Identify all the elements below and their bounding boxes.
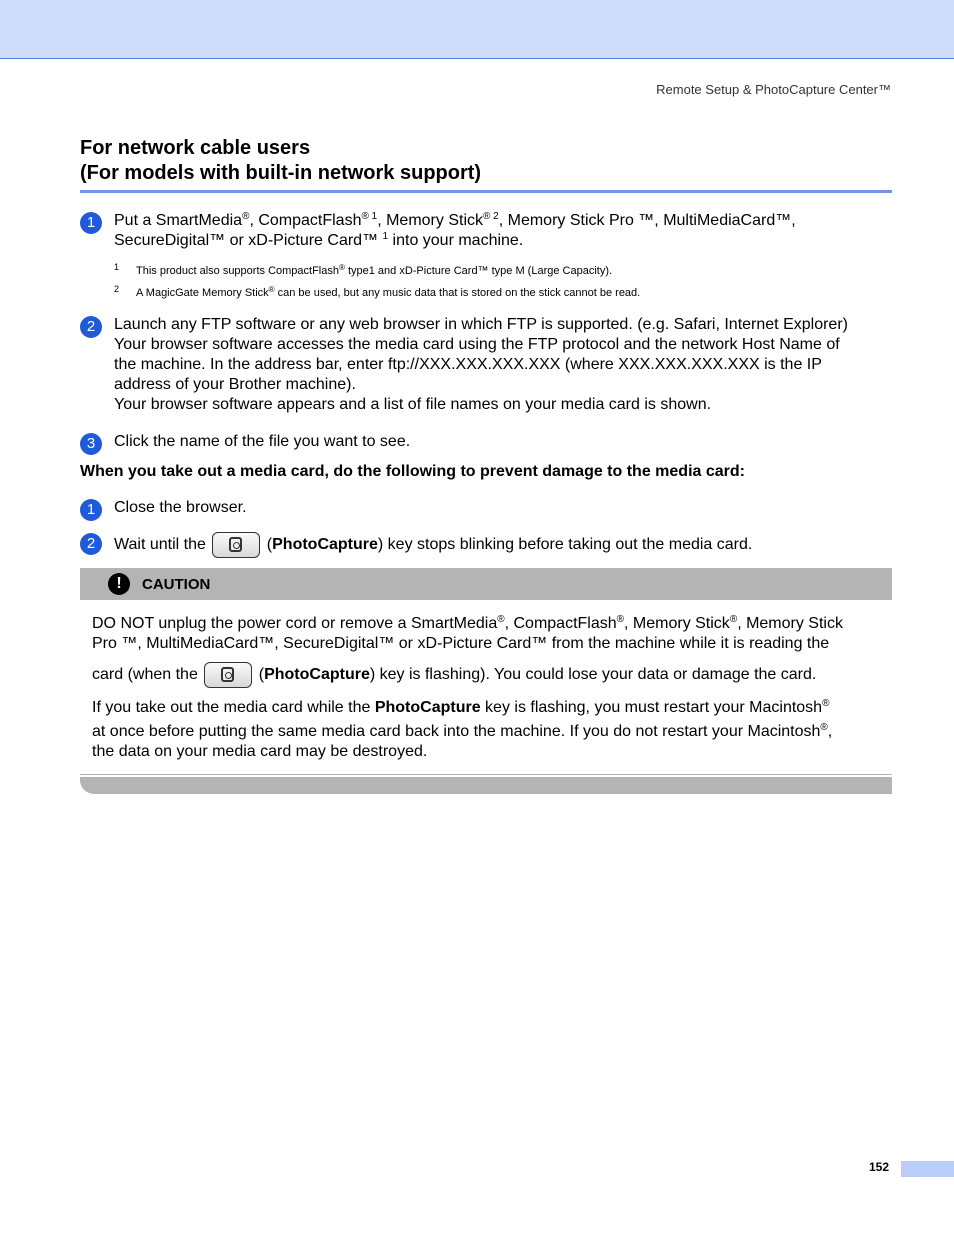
page-tab bbox=[901, 1161, 954, 1177]
caution-paragraph-2: If you take out the media card while the PhotoCapture key is flashing, you must restart your Macintosh® at once before putting the same media card back into the machine. If you do not restart your Macintosh®, the data on your media card may be destroyed. bbox=[92, 698, 833, 760]
step-3 bbox=[80, 432, 895, 452]
step-number-1: 1 bbox=[80, 212, 102, 234]
caution-body bbox=[80, 600, 892, 775]
footnote-2: 2 A MagicGate Memory Stick® can be used, but any music data that is stored on the stick cannot be read. bbox=[114, 284, 641, 299]
step-number-2: 2 bbox=[80, 316, 102, 338]
caution-footer bbox=[80, 777, 892, 794]
section-title-line2: (For models with built-in network support) bbox=[80, 162, 482, 184]
step-2 bbox=[80, 315, 895, 415]
subheading: When you take out a media card, do the following to prevent damage to the media card: bbox=[80, 463, 745, 480]
page-number: 152 bbox=[869, 1160, 890, 1174]
photocapture-key-caution bbox=[204, 662, 252, 688]
photocapture-key bbox=[212, 532, 260, 558]
footnote-1: 1 This product also supports CompactFlash® type1 and xD-Picture Card™ type M (Large Capacity). bbox=[114, 262, 613, 277]
section-title-line1: For network cable users bbox=[80, 137, 311, 159]
caution-label: CAUTION bbox=[142, 576, 211, 593]
step2-2 bbox=[80, 532, 895, 558]
exclamation-icon: ! bbox=[108, 573, 130, 595]
step-2-text: Launch any FTP software or any web browser in which FTP is supported. (e.g. Safari, Internet Explorer) Your browser software accesses the media card using the FTP protocol and the network Host Name of the machine. In the address bar, enter ftp://XXX.XXX.XXX.XXX (where XXX.XXX.XXX.XXX is the IP address of your Brother machine). Your browser software appears and a list of file names on your media card is shown. bbox=[114, 316, 848, 413]
step2-1-text: Close the browser. bbox=[114, 499, 247, 516]
step-1 bbox=[80, 211, 895, 251]
step2-1 bbox=[80, 498, 895, 518]
header-band bbox=[0, 0, 954, 59]
camera-icon bbox=[229, 537, 242, 552]
step2-2-text: Wait until the (PhotoCapture) key stops blinking before taking out the media card. bbox=[114, 532, 895, 558]
step-3-text: Click the name of the file you want to see. bbox=[114, 433, 411, 450]
section-title bbox=[80, 136, 892, 193]
step-number-3: 3 bbox=[80, 433, 102, 455]
step2-number-2: 2 bbox=[80, 533, 102, 555]
camera-icon bbox=[221, 667, 234, 682]
step2-number-1: 1 bbox=[80, 499, 102, 521]
caution-header bbox=[80, 568, 892, 600]
caution-paragraph-1: DO NOT unplug the power cord or remove a SmartMedia®, CompactFlash®, Memory Stick®, Memory Stick Pro ™, MultiMediaCard™, SecureDigital™ or xD-Picture Card™ from the machine while it is reading the card (when the (PhotoCapture) key is flashing). You could lose your data or damage the card. bbox=[92, 614, 892, 688]
header-title: Remote Setup & PhotoCapture Center™ bbox=[656, 82, 891, 97]
step-1-text: Put a SmartMedia®, CompactFlash$^{® 1}$, Memory Stick$^{® 2}$, Memory Stick Pro ™, MultiMediaCard™, SecureDigital™ or xD-Picture Card™ $^1$ into your machine. bbox=[114, 211, 796, 249]
